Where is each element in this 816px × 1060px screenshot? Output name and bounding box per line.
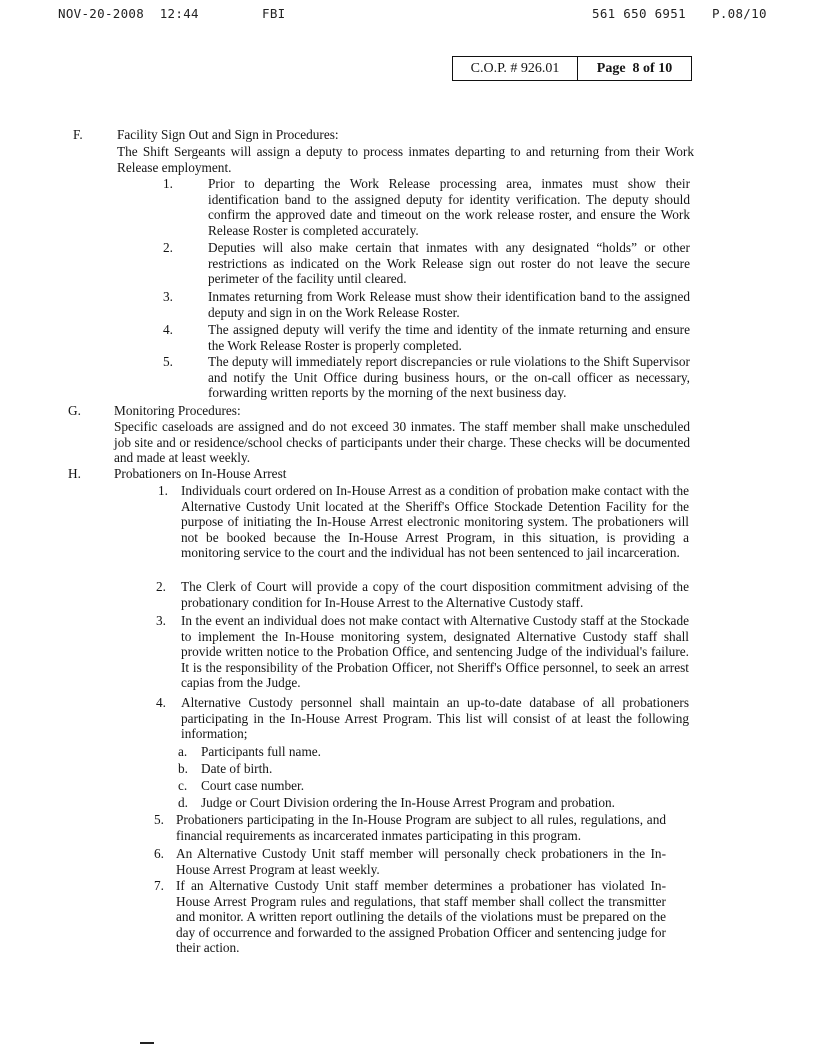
item-number: 6. [154,846,164,861]
section-letter: F. [73,127,83,142]
list-item: The Clerk of Court will provide a copy of the court disposition commitment advising of the probationary condition for In-House Arrest to the Alternative Custody staff. [181,579,689,610]
sub-item-letter: a. [178,744,188,759]
list-item: If an Alternative Custody Unit staff member determines a probationer has violated In-House Arrest Program rules and regulations, that staff member shall collect the transmitter and monitor. A written report outlining the details of the violations must be prepared on the day of occurrence and forwarded to the assigned Probation Officer and sentencing judge for their action. [176,878,666,956]
scan-mark [140,1042,154,1044]
list-item: The assigned deputy will verify the time and identity of the inmate returning and ensure the Work Release Roster is properly completed. [208,322,690,353]
fax-date-time: NOV-20-2008 12:44 [58,6,199,21]
item-number: 1. [158,483,168,498]
section-heading: Monitoring Procedures: [114,403,241,418]
list-item: Alternative Custody personnel shall maintain an up-to-date database of all probationers participating in the In-House Arrest Program. This list will consist of at least the following information; [181,695,689,742]
list-item: An Alternative Custody Unit staff member will personally check probationers in the In-House Arrest Program at least weekly. [176,846,666,877]
item-number: 3. [156,613,166,628]
section-intro: Specific caseloads are assigned and do not exceed 30 inmates. The staff member shall make unscheduled job site and or residence/school checks of participants under their charge. These checks will be documented and made at least weekly. [114,419,690,466]
sub-item: Participants full name. [201,744,322,759]
list-item: The deputy will immediately report discrepancies or rule violations to the Shift Supervisor and notify the Unit Office during business hours, or the on-call officer as necessary, forwarding written reports by the morning of the next business day. [208,354,690,401]
item-number: 7. [154,878,164,893]
sub-item-letter: b. [178,761,188,776]
item-number: 4. [156,695,166,710]
item-number: 5. [154,812,164,827]
fax-sender: FBI [262,6,286,21]
cop-reference-box [452,56,692,81]
item-number: 1. [163,176,173,191]
item-number: 5. [163,354,173,369]
list-item: Prior to departing the Work Release processing area, inmates must show their identification band to the assigned deputy for identity verification. The deputy should confirm the approved date and timeout on the work release roster, and ensure the Work Release Roster is completed accurately. [208,176,690,238]
item-number: 4. [163,322,173,337]
page-of-total: Page 8 of 10 [596,60,673,76]
item-number: 2. [156,579,166,594]
section-heading: Probationers on In-House Arrest [114,466,287,481]
list-item: Individuals court ordered on In-House Arrest as a condition of probation make contact with the Alternative Custody Unit located at the Sheriff's Office Stockade Detention Facility for the purpose of initiating the In-House Arrest electronic monitoring system. The probationers will not be booked because the In-House Arrest Program, in this situation, is providing a monitoring service to the court and the individual has not been sentenced to jail incarceration. [181,483,689,561]
sub-item-letter: c. [178,778,188,793]
sub-item: Date of birth. [201,761,273,776]
list-item: Inmates returning from Work Release must show their identification band to the assigned deputy and sign in on the Work Release Roster. [208,289,690,320]
sub-item-letter: d. [178,795,188,810]
item-number: 2. [163,240,173,255]
section-heading: Facility Sign Out and Sign in Procedures: [117,127,339,142]
cop-number: C.O.P. # 926.01 [453,57,578,80]
list-item: Deputies will also make certain that inmates with any designated “holds” or other restrictions as indicated on the Work Release sign out roster do not leave the secure perimeter of the facility until cleared. [208,240,690,287]
section-letter: G. [68,403,81,418]
item-number: 3. [163,289,173,304]
list-item: In the event an individual does not make contact with Alternative Custody staff at the Stockade to implement the In-House monitoring system, designated Alternative Custody staff shall provide written notice to the Probation Office, and sentencing Judge of the individual's failure. It is the responsibility of the Probation Officer, not Sheriff's Office personnel, to seek an arrest capias from the Judge. [181,613,689,691]
section-letter: H. [68,466,81,481]
section-intro: The Shift Sergeants will assign a deputy to process inmates departing to and returning from their Work Release employment. [117,144,694,175]
sub-item: Court case number. [201,778,305,793]
fax-phone-number: 561 650 6951 [592,6,686,21]
sub-item: Judge or Court Division ordering the In-House Arrest Program and probation. [201,795,615,810]
list-item: Probationers participating in the In-House Program are subject to all rules, regulations, and financial requirements as incarcerated inmates participating in this program. [176,812,666,843]
fax-page-number: P.08/10 [712,6,767,21]
